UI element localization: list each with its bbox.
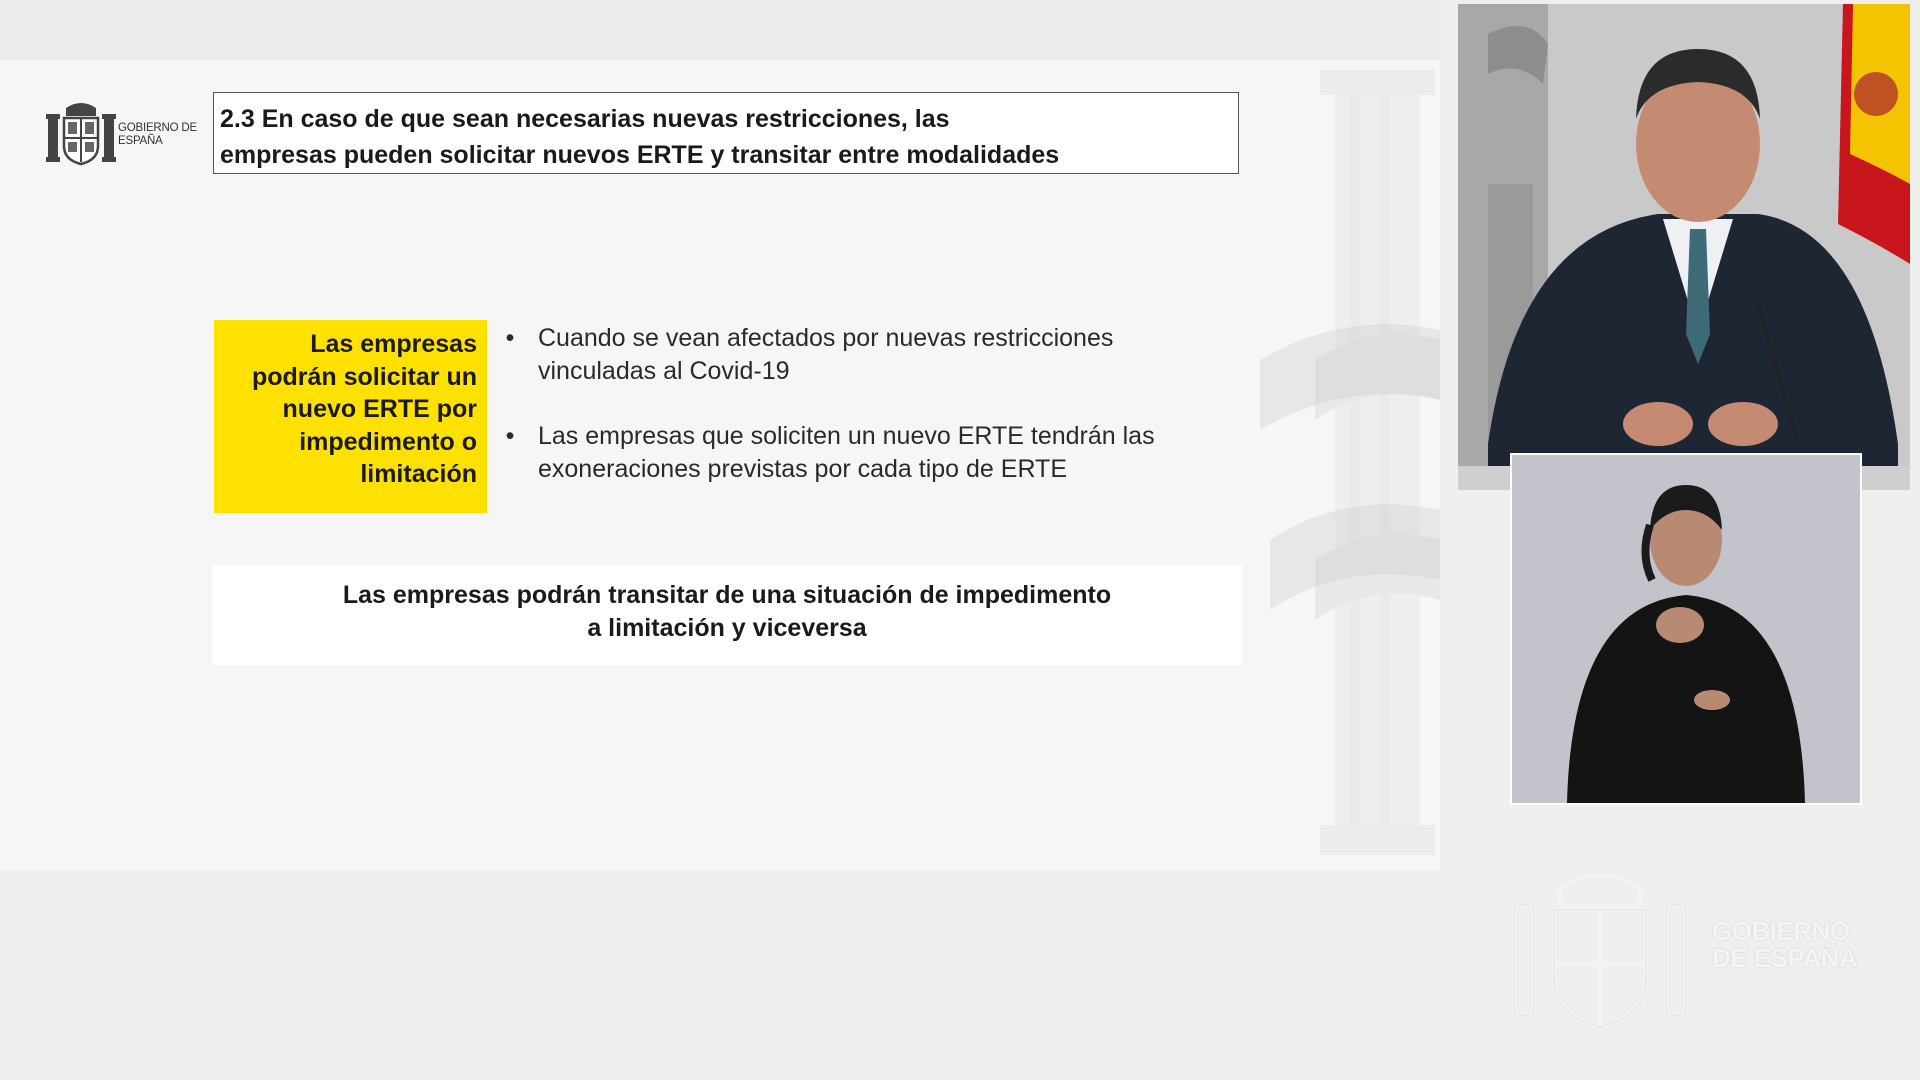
slide-title-line1: 2.3 En caso de que sean necesarias nuevas restricciones, las [220, 105, 950, 133]
top-band [0, 0, 1440, 60]
watermark-line2: DE ESPAÑA [1712, 943, 1858, 973]
bullet-list [500, 322, 1260, 485]
coat-of-arms-watermark-icon [1510, 865, 1690, 1035]
speaker-image [1458, 4, 1910, 490]
speaker-video [1458, 4, 1910, 490]
watermark-text [1712, 918, 1872, 972]
highlight-line: podrán solicitar un [251, 362, 477, 391]
slide-title [213, 92, 1239, 174]
logo-text: GOBIERNO DE ESPAÑA [118, 122, 197, 147]
bullet-dot-icon: • [505, 324, 515, 352]
highlight-line: nuevo ERTE por [282, 395, 477, 423]
coat-of-arms-icon [46, 100, 116, 170]
watermark-line1: GOBIERNO [1712, 916, 1850, 946]
highlight-line: limitación [360, 460, 477, 488]
interpreter-image [1512, 455, 1860, 803]
bullet-item [500, 322, 1260, 387]
highlight-line: impedimento o [299, 427, 477, 456]
bullet-text: Cuando se vean afectados por nuevas restricciones vinculadas al Covid-19 [538, 324, 1114, 385]
banner-decoration [1250, 290, 1440, 670]
bullet-dot-icon: • [505, 422, 515, 450]
note-box: Las empresas podrán transitar de una situación de impedimento a limitación y viceversa [212, 565, 1242, 665]
highlight-box [214, 320, 487, 513]
interpreter-video [1510, 453, 1862, 805]
bullet-item [500, 420, 1260, 485]
slide-title-line2: empresas pueden solicitar nuevos ERTE y transitar entre modalidades [220, 141, 1060, 169]
highlight-line: Las empresas [310, 330, 477, 358]
presentation-slide [0, 60, 1440, 870]
bullet-text: Las empresas que soliciten un nuevo ERTE tendrán las exoneraciones previstas por cada tipo de ERTE [538, 422, 1155, 483]
